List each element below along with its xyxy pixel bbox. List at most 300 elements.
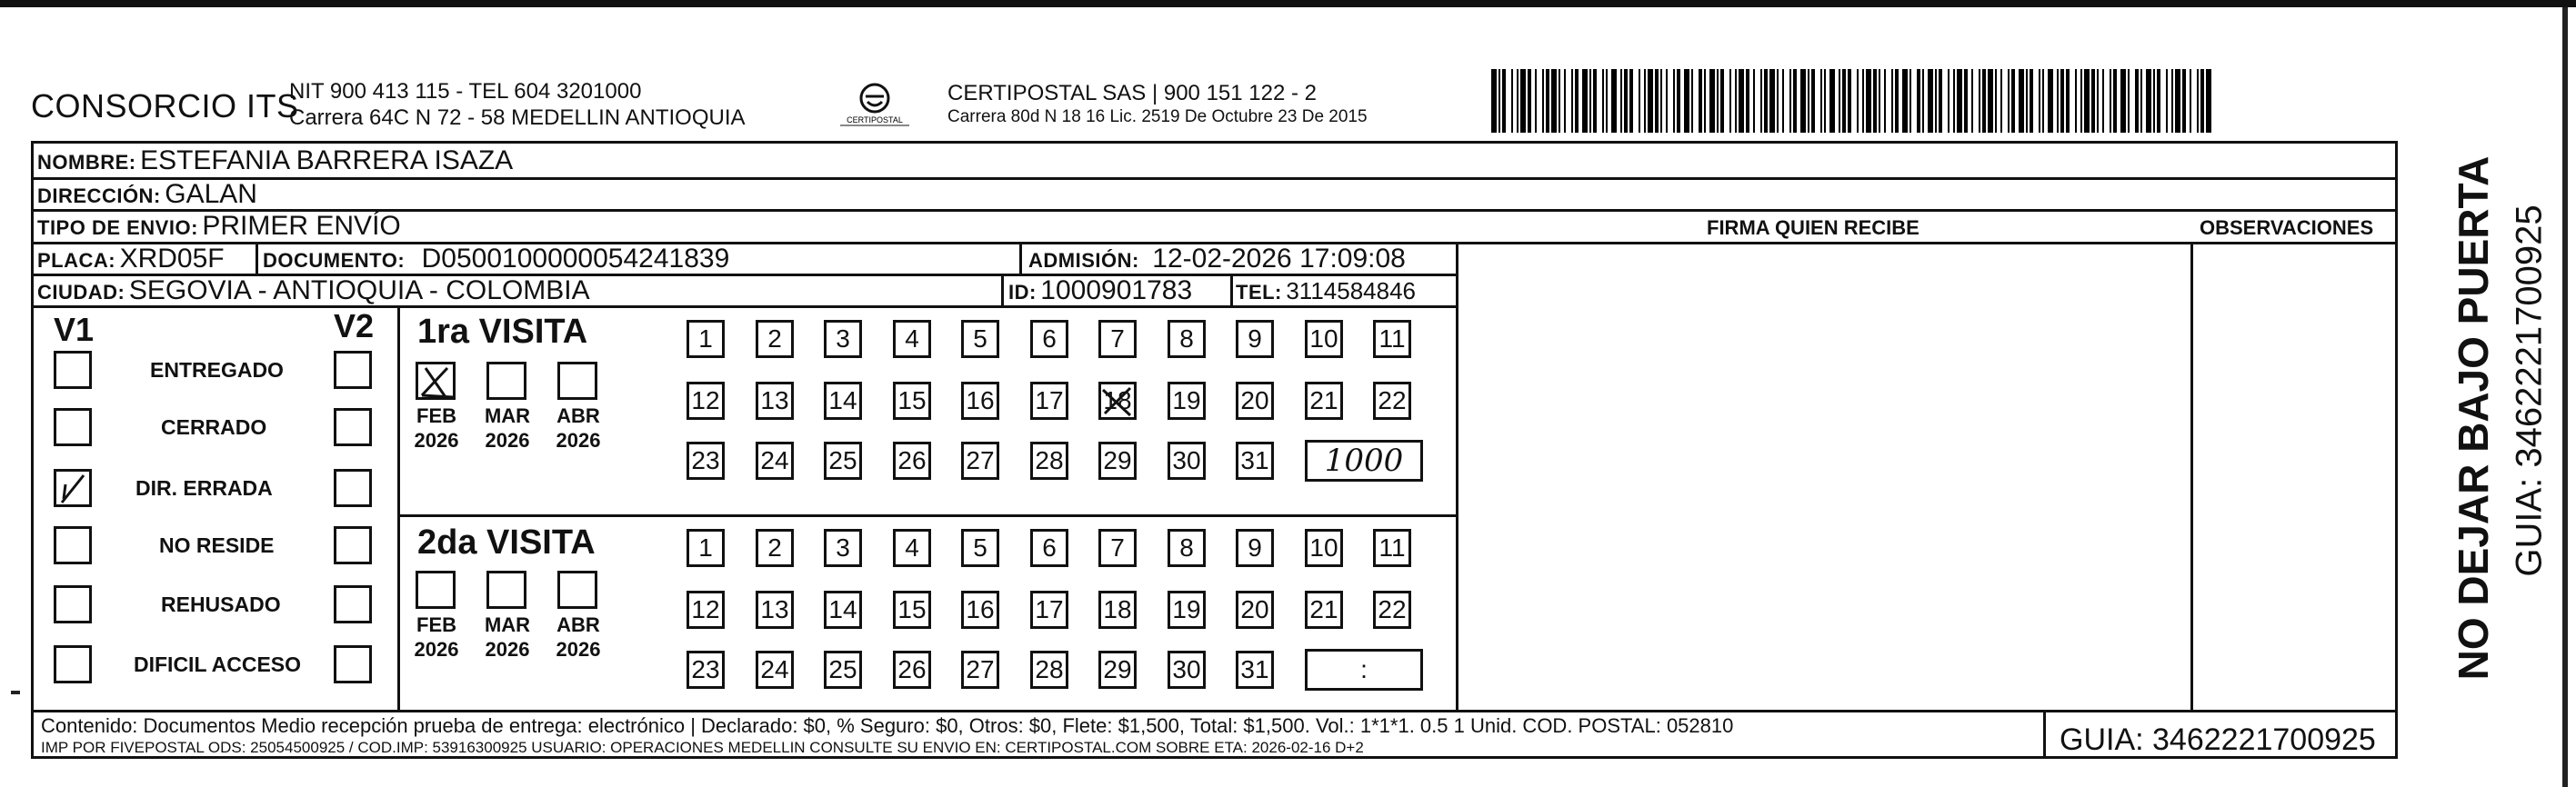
documento-label: DOCUMENTO: (263, 249, 406, 272)
visit1-day-box[interactable] (1030, 442, 1068, 480)
barcode-bar (1948, 69, 1950, 133)
day-number: 30 (1172, 655, 1201, 683)
barcode-bar (2084, 69, 2090, 133)
certipostal-logo (831, 80, 918, 134)
v1-checkbox[interactable] (54, 526, 92, 564)
barcode-bar (1891, 69, 1893, 133)
v1-checkbox[interactable] (54, 469, 92, 507)
day-number: 22 (1378, 595, 1407, 623)
visit2-month-checkbox[interactable] (486, 571, 526, 609)
barcode-bar (1648, 69, 1653, 133)
barcode-bar (1939, 69, 1942, 133)
barcode-bar (1982, 69, 1986, 133)
day-number: 9 (1248, 324, 1262, 353)
barcode-bar (2039, 69, 2040, 133)
direccion-value: GALAN (165, 179, 257, 209)
visit1-day-box[interactable] (893, 382, 931, 420)
barcode-bar (2019, 69, 2024, 133)
visit2-day-box[interactable] (1236, 591, 1274, 629)
status-option-label: DIFICIL ACCESO (134, 653, 302, 676)
barcode-bar (1879, 69, 1880, 133)
v1-checkbox[interactable] (54, 408, 92, 446)
day-number: 3 (836, 324, 850, 353)
placa-cell (37, 244, 225, 274)
barcode-bar (1535, 69, 1537, 133)
visit1-day-box[interactable] (1236, 442, 1274, 480)
day-number: 18 (1103, 386, 1132, 414)
month-name: FEB (416, 613, 456, 636)
v2-checkbox[interactable] (334, 526, 372, 564)
visit1-day-box[interactable] (756, 320, 794, 358)
visit2-title: 2da VISITA (417, 523, 596, 562)
day-number: 15 (897, 595, 927, 623)
day-number: 3 (836, 533, 850, 562)
barcode-bar (1720, 69, 1724, 133)
barcode-bar (2042, 69, 2044, 133)
visit1-day-box[interactable] (961, 320, 999, 358)
day-number: 5 (973, 533, 987, 562)
day-number: 28 (1035, 655, 1064, 683)
visit2-day-box[interactable] (1098, 529, 1137, 567)
barcode-bar (1709, 69, 1715, 133)
day-number: 29 (1103, 446, 1132, 474)
day-number: 6 (1042, 533, 1057, 562)
nombre-label: NOMBRE: (37, 151, 136, 174)
barcode-bar (1789, 69, 1791, 133)
barcode-bar (2110, 69, 2111, 133)
visit2-day-box[interactable] (1373, 591, 1411, 629)
barcode-bar (2048, 69, 2053, 133)
barcode-bar (2166, 69, 2168, 133)
barcode-bar (1684, 69, 1689, 133)
documento-value: D0500100000054241839 (421, 244, 730, 274)
visit2-day-box[interactable] (1168, 651, 1206, 689)
visit2-day-box[interactable] (1030, 529, 1068, 567)
visit2-day-box[interactable] (1373, 529, 1411, 567)
barcode-bar (1746, 69, 1749, 133)
svg-text:CERTIPOSTAL: CERTIPOSTAL (847, 115, 903, 125)
day-number: 16 (966, 595, 995, 623)
certipostal-info (947, 80, 1368, 127)
barcode-bar (1655, 69, 1659, 133)
visit2-day-box[interactable] (1030, 591, 1068, 629)
barcode-bar (1842, 69, 1846, 133)
barcode-bar (1902, 69, 1908, 133)
visit1-day-box[interactable] (1236, 320, 1274, 358)
visit1-month-label (405, 403, 468, 453)
barcode-bar (1639, 69, 1640, 133)
barcode-bar (1546, 69, 1549, 133)
visit1-day-box[interactable] (1236, 382, 1274, 420)
barcode-bar (1589, 69, 1591, 133)
barcode-bar (1811, 69, 1815, 133)
status-option-label: REHUSADO (161, 593, 281, 616)
status-option-label: ENTREGADO (150, 358, 284, 382)
barcode-bar (1673, 69, 1675, 133)
barcode-bar (1582, 69, 1588, 133)
guia-box: GUIA: 3462221700925 (2060, 722, 2376, 757)
v2-header: V2 (334, 307, 375, 344)
visit2-day-box[interactable] (1098, 651, 1137, 689)
barcode-bar (1624, 69, 1628, 133)
right-border (2562, 7, 2568, 787)
barcode-bar (2066, 69, 2070, 133)
day-number: 14 (828, 595, 857, 623)
visit1-day-box[interactable] (1373, 382, 1411, 420)
v1-checkbox[interactable] (54, 645, 92, 683)
barcode-bar (1699, 69, 1702, 133)
v2-checkbox[interactable] (334, 351, 372, 389)
visit1-day-box[interactable] (1305, 320, 1343, 358)
visit2-day-box[interactable] (893, 651, 931, 689)
barcode-bar (1611, 69, 1617, 133)
barcode-bar (2030, 69, 2033, 133)
visit2-month-label (476, 613, 539, 662)
barcode-bar (1542, 69, 1544, 133)
day-number: 17 (1035, 386, 1064, 414)
visit2-day-box[interactable] (756, 529, 794, 567)
visit2-day-box[interactable] (687, 529, 725, 567)
barcode-bar (1498, 69, 1500, 133)
barcode-bar (1575, 69, 1579, 133)
barcode-bar (1866, 69, 1871, 133)
barcode-bar (1753, 69, 1755, 133)
visit2-day-box[interactable] (824, 529, 862, 567)
barcode-bar (2008, 69, 2010, 133)
day-number: 4 (905, 533, 919, 562)
visit2-time-box[interactable] (1305, 649, 1423, 691)
barcode-bar (1620, 69, 1622, 133)
x-mark-icon (1099, 384, 1136, 419)
day-number: 8 (1179, 533, 1194, 562)
id-cell (1008, 275, 1192, 306)
visit1-day-box[interactable] (824, 382, 862, 420)
visit1-day-box[interactable] (1168, 382, 1206, 420)
day-number: 7 (1110, 324, 1125, 353)
visit1-month-checkbox[interactable] (486, 362, 526, 400)
top-border (0, 0, 2576, 7)
day-number: 13 (760, 595, 789, 623)
visit1-day-box[interactable] (824, 442, 862, 480)
day-number: 26 (897, 446, 927, 474)
barcode-bar (1644, 69, 1646, 133)
visit1-month-label (476, 403, 539, 453)
direccion-label: DIRECCIÓN: (37, 184, 161, 207)
barcode-bar (1995, 69, 1997, 133)
observaciones-header: OBSERVACIONES (2200, 216, 2374, 239)
barcode-bar (2175, 69, 2180, 133)
visit1-day-box[interactable] (893, 442, 931, 480)
status-option-label: CERRADO (161, 415, 267, 439)
barcode-bar (2120, 69, 2126, 133)
visit1-day-box[interactable] (1030, 320, 1068, 358)
barcode-bar (1873, 69, 1877, 133)
barcode-bar (1551, 69, 1557, 133)
visit2-day-box[interactable] (1305, 591, 1343, 629)
ciudad-label: CIUDAD: (37, 281, 125, 304)
firma-header: FIRMA QUIEN RECIBE (1707, 216, 1919, 239)
visit1-day-box[interactable] (1098, 442, 1137, 480)
company-address-line: Carrera 64C N 72 - 58 MEDELLIN ANTIOQUIA (289, 105, 746, 130)
day-number: 26 (897, 655, 927, 683)
day-number: 12 (691, 595, 720, 623)
v2-checkbox[interactable] (334, 469, 372, 507)
barcode-bar (2026, 69, 2028, 133)
barcode-bar (1660, 69, 1662, 133)
day-number: 17 (1035, 595, 1064, 623)
barcode-bar (2113, 69, 2117, 133)
tipo-row (37, 211, 401, 242)
visit2-month-checkbox[interactable] (416, 571, 456, 609)
barcode-bar (2182, 69, 2186, 133)
barcode-bar (1691, 69, 1693, 133)
barcode-bar (2146, 69, 2151, 133)
day-number: 10 (1309, 533, 1338, 562)
visit2-day-box[interactable] (824, 591, 862, 629)
visit1-day-box[interactable] (824, 320, 862, 358)
visit2-day-box[interactable] (1168, 529, 1206, 567)
placa-value: XRD05F (119, 244, 225, 274)
visit1-month-label (546, 403, 610, 453)
visit2-day-box[interactable] (961, 591, 999, 629)
visit1-day-box[interactable] (1168, 320, 1206, 358)
day-number: 16 (966, 386, 995, 414)
day-number: 5 (973, 324, 987, 353)
month-year: 2026 (485, 429, 530, 452)
barcode-bar (2190, 69, 2191, 133)
barcode-bar (2153, 69, 2155, 133)
certipostal-nit-line: CERTIPOSTAL SAS | 900 151 122 - 2 (947, 81, 1317, 105)
id-label: ID: (1008, 281, 1037, 304)
status-option-label: DIR. ERRADA (135, 476, 273, 500)
day-number: 25 (828, 446, 857, 474)
barcode-bar (1848, 69, 1851, 133)
visit1-day-box[interactable] (961, 442, 999, 480)
day-number: 12 (691, 386, 720, 414)
day-number: 27 (966, 655, 995, 683)
barcode-bar (1971, 69, 1973, 133)
visit2-month-label (546, 613, 610, 662)
barcode-bar (2200, 69, 2204, 133)
day-number: 13 (760, 386, 789, 414)
ciudad-cell (37, 275, 590, 306)
admision-value: 12-02-2026 17:09:08 (1152, 244, 1406, 274)
barcode-bar (1862, 69, 1864, 133)
month-year: 2026 (556, 429, 601, 452)
day-number: 11 (1378, 533, 1406, 562)
barcode-bar (1964, 69, 1968, 133)
visit2-day-box[interactable] (961, 651, 999, 689)
month-name: MAR (484, 404, 531, 427)
visit2-day-box[interactable] (756, 651, 794, 689)
delivery-form (31, 141, 2398, 759)
footer-print-info: IMP POR FIVEPOSTAL ODS: 25054500925 / COD.IMP: 53916300925 USUARIO: OPERACIONES MEDELLIN CONSULTE SU ENVIO EN: CERTIPOSTAL.COM SOBRE ETA: 2026-02-16 D+2 (41, 739, 1364, 756)
visit2-day-box[interactable] (893, 591, 931, 629)
v1-header: V1 (54, 311, 95, 348)
visit1-day-box[interactable] (893, 320, 931, 358)
id-value: 1000901783 (1040, 275, 1193, 305)
barcode-bar (1808, 69, 1809, 133)
visit1-day-box[interactable] (687, 442, 725, 480)
barcode-bar (1800, 69, 1806, 133)
day-number: 8 (1179, 324, 1194, 353)
barcode-bar (1988, 69, 1993, 133)
visit1-month-checkbox[interactable] (557, 362, 597, 400)
month-name: MAR (484, 613, 531, 636)
barcode-bar (1528, 69, 1531, 133)
visit1-day-box[interactable] (687, 320, 725, 358)
admision-cell (1028, 244, 1406, 274)
day-number: 22 (1378, 386, 1407, 414)
company-name: CONSORCIO ITS (31, 87, 299, 125)
day-number: 24 (760, 446, 789, 474)
barcode-bar (1769, 69, 1775, 133)
barcode-bar (1782, 69, 1784, 133)
barcode-bar (2000, 69, 2002, 133)
barcode-bar (1520, 69, 1526, 133)
visit2-day-box[interactable] (1236, 529, 1274, 567)
day-number: 18 (1103, 595, 1132, 623)
barcode-bar (1829, 69, 1835, 133)
month-name: FEB (416, 404, 456, 427)
visit1-day-box[interactable] (961, 382, 999, 420)
day-number: 19 (1172, 595, 1201, 623)
visit1-day-box[interactable] (1098, 320, 1137, 358)
barcode-bar (1559, 69, 1560, 133)
v1-checkbox[interactable] (54, 585, 92, 623)
v1-checkbox[interactable] (54, 351, 92, 389)
barcode-bar (2197, 69, 2199, 133)
visit2-day-box[interactable] (1098, 591, 1137, 629)
barcode-bar (1957, 69, 1962, 133)
barcode-bar (1571, 69, 1573, 133)
barcode-bar (1764, 69, 1768, 133)
barcode-bar (1935, 69, 1937, 133)
barcode-bar (2057, 69, 2059, 133)
day-number: 21 (1309, 595, 1338, 623)
barcode-bar (2157, 69, 2160, 133)
company-nit-line: NIT 900 413 115 - TEL 604 3201000 (289, 79, 642, 104)
visit2-day-box[interactable] (824, 651, 862, 689)
visit1-day-box[interactable] (756, 442, 794, 480)
visit1-day-box[interactable] (1030, 382, 1068, 420)
barcode-bar (1511, 69, 1513, 133)
barcode-bar (1909, 69, 1911, 133)
barcode (1491, 69, 2219, 133)
visit1-time-box[interactable] (1305, 440, 1423, 482)
barcode-bar (1884, 69, 1886, 133)
barcode-bar (2011, 69, 2015, 133)
v2-checkbox[interactable] (334, 408, 372, 446)
barcode-bar (1564, 69, 1566, 133)
day-number: 2 (767, 324, 782, 353)
visit2-day-box[interactable] (687, 651, 725, 689)
visit1-month-checkbox[interactable] (416, 362, 456, 400)
day-number: 20 (1240, 386, 1269, 414)
nombre-value: ESTEFANIA BARRERA ISAZA (140, 145, 514, 175)
placa-label: PLACA: (37, 249, 116, 272)
month-year: 2026 (556, 638, 601, 661)
ciudad-value: SEGOVIA - ANTIOQUIA - COLOMBIA (128, 275, 590, 305)
barcode-bar (2128, 69, 2130, 133)
barcode-bar (1839, 69, 1840, 133)
barcode-bar (2097, 69, 2099, 133)
nombre-row (37, 145, 513, 176)
day-number: 31 (1240, 446, 1269, 474)
v2-checkbox[interactable] (334, 585, 372, 623)
barcode-bar (1704, 69, 1706, 133)
day-number: 10 (1309, 324, 1338, 353)
visit1-day-box[interactable] (756, 382, 794, 420)
day-number: 15 (897, 386, 927, 414)
day-number: 9 (1248, 533, 1262, 562)
day-number: 31 (1240, 655, 1269, 683)
visit2-day-box[interactable] (756, 591, 794, 629)
visit1-day-box[interactable] (1168, 442, 1206, 480)
day-number: 28 (1035, 446, 1064, 474)
day-number: 11 (1378, 324, 1406, 353)
visit2-day-box[interactable] (687, 591, 725, 629)
day-number: 2 (767, 533, 782, 562)
no-dejar-notice: NO DEJAR BAJO PUERTA (2450, 155, 2497, 681)
barcode-bar (1666, 69, 1668, 133)
barcode-bar (1793, 69, 1797, 133)
barcode-bar (1820, 69, 1822, 133)
barcode-bar (1491, 69, 1497, 133)
visit2-day-box[interactable] (893, 529, 931, 567)
time-value: 1000 (1324, 443, 1404, 479)
visit2-day-box[interactable] (1030, 651, 1068, 689)
barcode-bar (1717, 69, 1719, 133)
direccion-row (37, 179, 257, 210)
day-number: 6 (1042, 324, 1057, 353)
visit1-day-box[interactable] (687, 382, 725, 420)
visit2-day-box[interactable] (1168, 591, 1206, 629)
barcode-bar (1735, 69, 1737, 133)
barcode-bar (1777, 69, 1779, 133)
day-number: 20 (1240, 595, 1269, 623)
barcode-bar (1602, 69, 1604, 133)
visit1-day-box[interactable] (1098, 382, 1137, 420)
month-name: ABR (556, 404, 600, 427)
visit2-day-box[interactable] (1305, 529, 1343, 567)
visit1-day-box[interactable] (1373, 320, 1411, 358)
visit2-day-box[interactable] (1236, 651, 1274, 689)
month-year: 2026 (414, 429, 459, 452)
day-number: 19 (1172, 386, 1201, 414)
visit1-title: 1ra VISITA (417, 313, 588, 351)
visit2-day-box[interactable] (961, 529, 999, 567)
barcode-bar (2140, 69, 2142, 133)
barcode-bar (1979, 69, 1980, 133)
month-year: 2026 (485, 638, 530, 661)
day-number: 24 (760, 655, 789, 683)
side-guia-number: GUIA: 3462221700925 (2509, 204, 2550, 577)
barcode-bar (1857, 69, 1859, 133)
day-number: 4 (905, 324, 919, 353)
barcode-bar (2102, 69, 2104, 133)
barcode-bar (1502, 69, 1506, 133)
barcode-bar (2060, 69, 2064, 133)
day-number: 29 (1103, 655, 1132, 683)
v2-checkbox[interactable] (334, 645, 372, 683)
day-number: 14 (828, 386, 857, 414)
tipo-value: PRIMER ENVÍO (202, 211, 401, 241)
tel-label: TEL: (1236, 281, 1282, 304)
day-number: 25 (828, 655, 857, 683)
visit2-month-checkbox[interactable] (557, 571, 597, 609)
visit1-day-box[interactable] (1305, 382, 1343, 420)
